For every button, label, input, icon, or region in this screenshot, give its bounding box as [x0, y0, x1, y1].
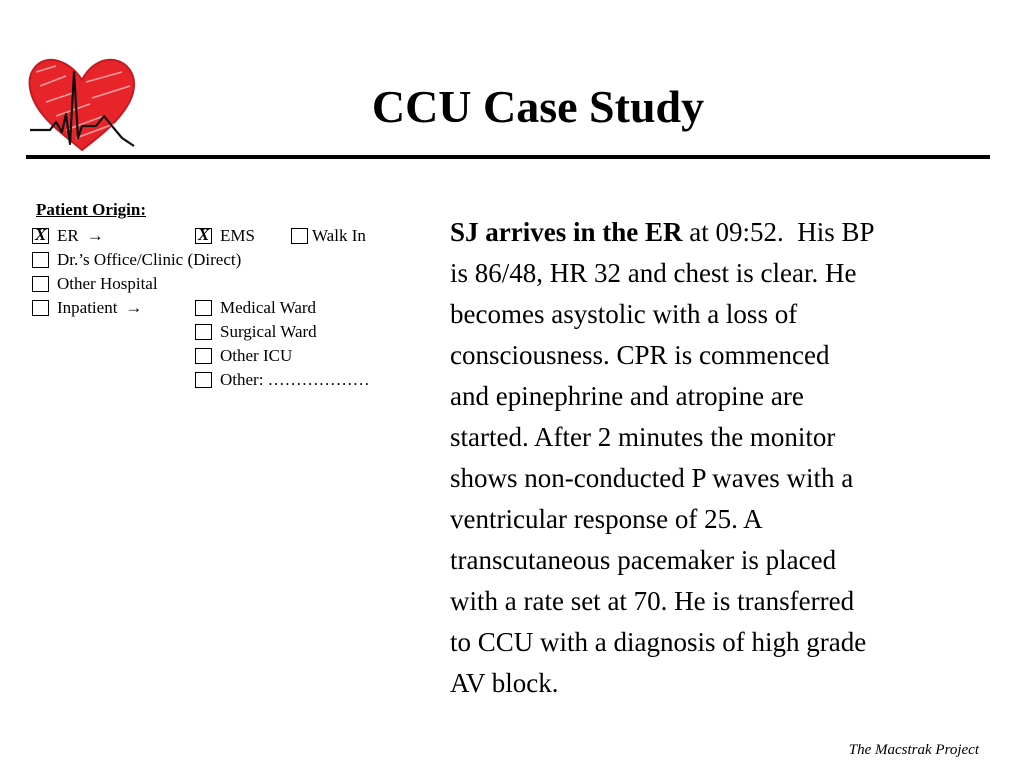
case-narrative [450, 212, 980, 704]
narrative-line: and epinephrine and atropine are [450, 381, 804, 411]
option-label: Other: ……………… [220, 370, 370, 389]
narrative-line: shows non-conducted P waves with a [450, 463, 854, 493]
surgical-ward-checkbox[interactable] [195, 324, 212, 340]
footer-credit: The Macstrak Project [848, 742, 979, 758]
option-label: Surgical Ward [220, 322, 317, 341]
option-other-hospital[interactable] [32, 274, 158, 294]
option-er[interactable] [32, 226, 104, 246]
patient-origin-heading: Patient Origin: [36, 200, 147, 219]
option-label: Dr.’s Office/Clinic (Direct) [57, 250, 242, 269]
narrative-line: transcutaneous pacemaker is placed [450, 545, 837, 575]
er-checkbox[interactable] [32, 228, 49, 244]
option-label: ER [57, 226, 79, 245]
walk-in-checkbox[interactable] [291, 228, 308, 244]
ems-checkbox[interactable] [195, 228, 212, 244]
narrative-line-text: at 09:52. His BP [682, 217, 875, 247]
narrative-line: AV block. [450, 668, 559, 698]
arrow-right-icon: → [125, 298, 143, 317]
option-other[interactable] [195, 370, 370, 390]
option-label: Walk In [312, 226, 366, 245]
title-divider [26, 155, 990, 159]
office-clinic-checkbox[interactable] [32, 252, 49, 268]
option-label: Other ICU [220, 346, 293, 365]
page-title: CCU Case Study [371, 81, 705, 132]
option-inpatient[interactable] [32, 298, 142, 318]
option-label: EMS [220, 226, 255, 245]
narrative-line: consciousness. CPR is commenced [450, 340, 830, 370]
narrative-lead: SJ arrives in the ER [450, 217, 683, 247]
narrative-line: becomes asystolic with a loss of [450, 299, 798, 329]
narrative-line: to CCU with a diagnosis of high grade [450, 627, 867, 657]
option-other-icu[interactable] [195, 346, 292, 366]
other-hospital-checkbox[interactable] [32, 276, 49, 292]
narrative-line [450, 212, 980, 253]
option-ems[interactable] [195, 226, 255, 246]
option-label: Medical Ward [220, 298, 317, 317]
narrative-line: with a rate set at 70. He is transferred [450, 586, 855, 616]
option-label: Inpatient [57, 298, 118, 317]
option-label: Other Hospital [57, 274, 158, 293]
medical-ward-checkbox[interactable] [195, 300, 212, 316]
other-checkbox[interactable] [195, 372, 212, 388]
narrative-line: ventricular response of 25. A [450, 504, 763, 534]
inpatient-checkbox[interactable] [32, 300, 49, 316]
other-icu-checkbox[interactable] [195, 348, 212, 364]
narrative-line: started. After 2 minutes the monitor [450, 422, 836, 452]
option-medical-ward[interactable] [195, 298, 316, 318]
option-walk-in[interactable] [291, 226, 366, 246]
arrow-right-icon: → [86, 226, 104, 245]
option-office-clinic[interactable] [32, 250, 241, 270]
narrative-line: is 86/48, HR 32 and chest is clear. He [450, 258, 857, 288]
option-surgical-ward[interactable] [195, 322, 317, 342]
